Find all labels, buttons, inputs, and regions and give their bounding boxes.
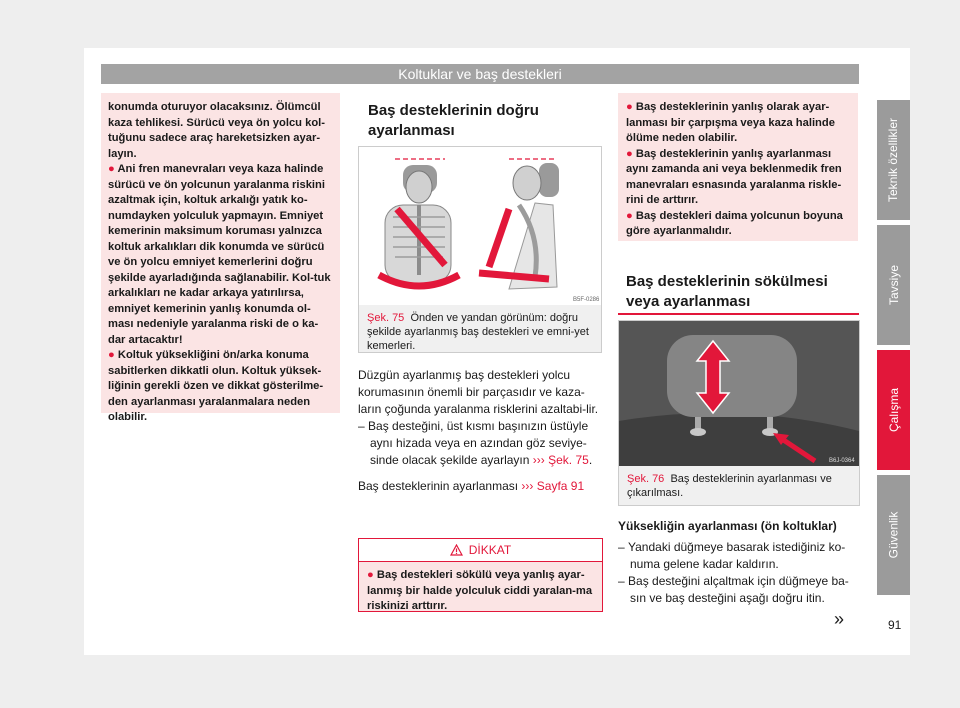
figure-code: B5F-0286 (573, 297, 600, 303)
warning-continuation-box (101, 93, 340, 423)
page-link[interactable]: Sayfa 91 (536, 479, 585, 493)
bullet-icon: ● (108, 163, 115, 175)
tab-tavsiye[interactable]: Tavsiye (877, 225, 910, 345)
col3-body (618, 518, 858, 607)
figure-caption: Şek. 75 Önden ve yandan görünüm: doğru şekilde ayarlanmış baş destekleri ve emni-yet kemerleri. (359, 305, 601, 352)
danger-box (358, 538, 603, 612)
warning-bullet: ● Baş desteklerinin yanlış olarak ayar-lanması bir çarpışma veya kaza halinde ölüme neden olabilir. (626, 101, 835, 144)
tab-calisma[interactable]: Çalışma (877, 350, 910, 470)
tab-guvenlik[interactable]: Güvenlik (877, 475, 910, 595)
danger-title: DİKKAT (468, 543, 512, 557)
danger-body: ● Baş destekleri sökülü veya yanlış ayar-lanmış bir halde yolculuk ciddi yaralan-ma riskinizi arttırır. (367, 569, 593, 612)
warning-bullet: ● Ani fren manevraları veya kaza halinde sürücü ve ön yolcunun yaralanma riskini azaltmak için, koltuk arkalığı yatık ko-numdayken yolculuk yapmayın. Emniyet kemerinin maksimum koruması yalnızca koltuk arkalıkları dik konumda ve sürücü ve ön yolcu emniyet kemerlerini doğru şekilde ayarladığında sağlanabilir. Kol-tuk arkalıkları ne kadar arkaya yatırılırsa, emniyet kemerinin yanlış konumda ol-ması nedeniyle yaralanma riski de o ka-dar artacaktır! (108, 163, 331, 346)
section-head-restraint-adjust (368, 101, 601, 141)
figure-code: B6J-0364 (829, 458, 855, 464)
figure-link[interactable]: Şek. 75 (548, 453, 589, 467)
chapter-header: Koltuklar ve baş destekleri (101, 64, 859, 84)
continue-icon: » (834, 609, 845, 629)
bullet-icon: ● (626, 101, 633, 113)
cross-reference: Baş desteklerinin ayarlanması ››› Sayfa 91 (358, 479, 585, 493)
figure-caption: Şek. 76 Baş desteklerinin ayarlanması ve çıkarılması. (619, 466, 859, 505)
figure-75 (358, 146, 602, 353)
bullet-icon: ● (626, 209, 633, 222)
section-title: Baş desteklerinin sökülmesi veya ayarlanması (626, 273, 828, 310)
dash-icon: – (358, 419, 369, 433)
warning-bullet: ● Baş destekleri daima yolcunun boyuna göre ayarlanmalıdır. (626, 209, 843, 237)
tab-teknik-ozellikler[interactable]: Teknik özellikler (877, 100, 910, 220)
bullet-icon: ● (626, 147, 633, 160)
section-rule (618, 313, 859, 315)
dash-icon: – (618, 574, 629, 588)
warning-continuation-text: konumda oturuyor olacaksınız. Ölümcül kaza tehlikesi. Sürücü veya ön yolcu kol-tuğunu sadece araç hareketsizken ayar-layın. (108, 101, 325, 160)
section-title: Baş desteklerinin doğru ayarlanması (368, 102, 539, 139)
height-step: – Yandaki düğmeye basarak istediğiniz ko-numa gelene kadar kaldırın. (618, 540, 846, 571)
warning-box-col3 (618, 93, 858, 241)
headrest-front-side-illustration (359, 147, 601, 305)
bullet-icon: ● (108, 349, 115, 361)
danger-header (359, 539, 602, 562)
page-number: 91 (888, 618, 902, 632)
adjust-step: – Baş desteğini, üst kısmı başınızın üstüyle aynı hizada veya en azından göz seviye-sinde olacak şekilde ayarlayın ››› Şek. 75. (358, 419, 593, 467)
figure-76 (618, 320, 860, 506)
height-step: – Baş desteğini alçaltmak için düğmeye ba-sın ve baş desteğini aşağı doğru itin. (618, 574, 849, 605)
col2-body (358, 367, 601, 495)
subheading: Yüksekliğin ayarlanması (ön koltuklar) (618, 519, 837, 533)
bullet-icon: ● (367, 569, 374, 581)
warning-bullet: ● Baş desteklerinin yanlış ayarlanması aynı zamanda ani veya beklenmedik fren manevraları esnasında yaralanma riskle-rini de arttırır. (626, 147, 842, 206)
warning-triangle-icon (450, 544, 463, 556)
dash-icon: – (618, 540, 629, 554)
section-head-removal (626, 272, 858, 312)
headrest-adjust-illustration (619, 321, 859, 466)
intro-paragraph: Düzgün ayarlanmış baş destekleri yolcu korumasının önemli bir parçasıdır ve kaza-ların çoğunda yaralanma risklerini azaltabi-lir. (358, 368, 599, 416)
warning-bullet: ● Koltuk yüksekliğini ön/arka konuma sabitlerken dikkatli olun. Koltuk yüksek-liğinin gerekli özen ve dikkat gösterilme-den ayarlanması yaralanmalara neden olabilir. (108, 349, 324, 423)
